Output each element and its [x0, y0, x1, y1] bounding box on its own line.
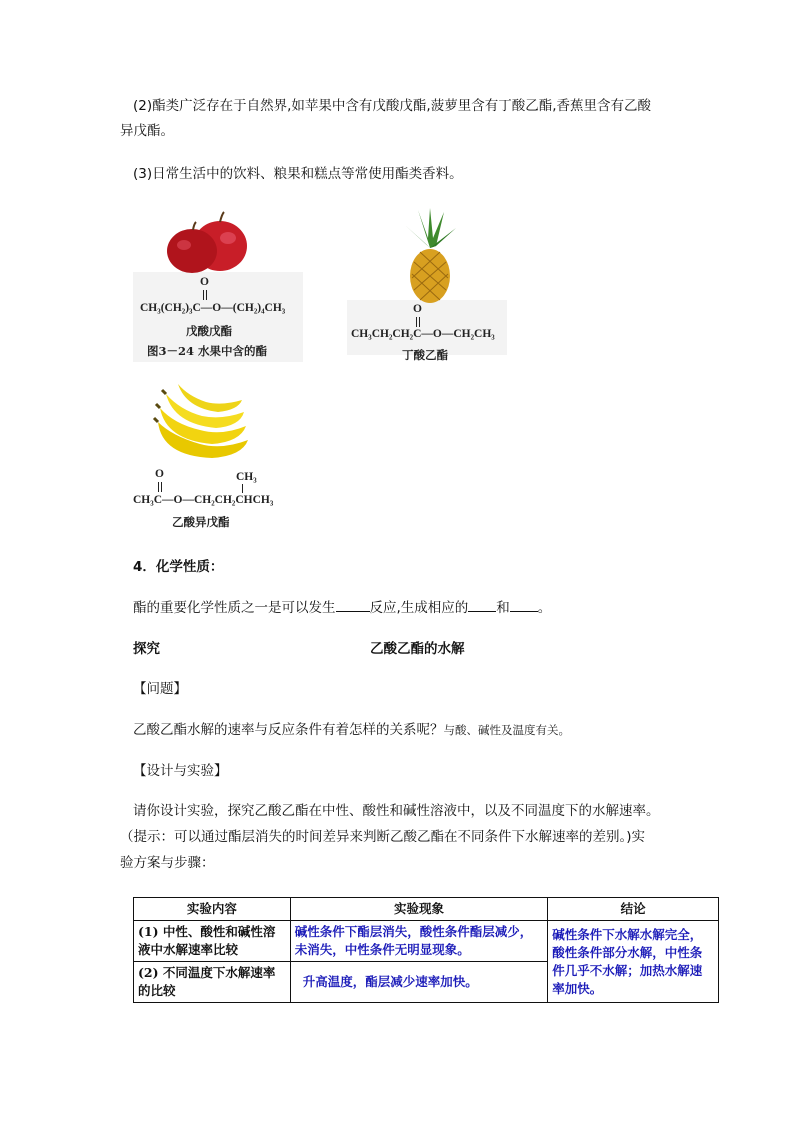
fill-text-part4: 。: [537, 600, 552, 616]
pineapple-formula: CH₃CH₂CH₂C—O—CH₂CH₃: [351, 328, 495, 340]
figure-caption: 图3－24 水果中含的酯: [147, 344, 268, 358]
banana-carbonyl-o: O: [155, 468, 164, 480]
pineapple-double-bond-2: [419, 317, 421, 327]
row2-content: (2) 不同温度下水解速率的比较: [134, 962, 291, 1003]
apple-double-bond: [203, 290, 205, 300]
fill-text-part2: 反应,生成相应的: [369, 600, 469, 616]
pineapple-carbonyl-o: O: [413, 303, 422, 315]
design-heading: 【设计与实验】: [133, 763, 228, 779]
question-heading: 【问题】: [133, 681, 187, 697]
question-answer: 与酸、碱性及温度有关。: [443, 723, 570, 737]
blank-product-2[interactable]: [510, 597, 538, 612]
apple-image: [162, 208, 252, 274]
apple-double-bond-2: [206, 290, 208, 300]
table-header-row: [134, 898, 719, 921]
blank-reaction[interactable]: [336, 597, 370, 612]
question-text: 乙酸乙酯水解的速率与反应条件有着怎样的关系呢？: [133, 722, 444, 738]
paragraph-2-line2: 异戊酯。: [120, 123, 174, 139]
banana-double-bond: [158, 482, 160, 492]
apple-carbonyl-o: O: [200, 276, 209, 288]
banana-branch-bond: [242, 484, 244, 493]
pineapple-image: [398, 208, 462, 304]
section-4-title: 4．化学性质：: [133, 559, 224, 575]
paragraph-3: (3)日常生活中的饮料、粮果和糕点等常使用酯类香料。: [133, 166, 463, 182]
design-line1: 请你设计实验，探究乙酸乙酯在中性、酸性和碱性溶液中，以及不同温度下的水解速率。: [133, 803, 660, 819]
pineapple-double-bond: [416, 317, 418, 327]
banana-image: [152, 378, 252, 462]
apple-formula: CH₃(CH₂)₃C—O—(CH₂)₄CH₃: [140, 302, 286, 314]
experiment-table: [133, 897, 719, 1003]
banana-ester-name: 乙酸异戊酯: [172, 515, 230, 529]
row1-content: (1) 中性、酸性和碱性溶液中水解速率比较: [134, 921, 291, 962]
pineapple-ester-name: 丁酸乙酯: [402, 348, 448, 362]
header-phenomenon: 实验现象: [290, 898, 548, 921]
fill-in-sentence: [133, 597, 551, 619]
apple-ester-name: 戊酸戊酯: [186, 324, 232, 338]
design-line3: 验方案与步骤：: [120, 855, 215, 871]
question: [133, 719, 570, 741]
blank-product-1[interactable]: [468, 597, 496, 612]
conclusion-cell: 碱性条件下水解水解完全，酸性条件部分水解，中性条件几乎不水解；加热水解速率加快。: [548, 921, 719, 1003]
row1-phenomenon: 碱性条件下酯层消失，酸性条件酯层减少，未消失，中性条件无明显现象。: [290, 921, 548, 962]
design-line2: （提示：可以通过酯层消失的时间差异来判断乙酸乙酯在不同条件下水解速率的差别。)实: [120, 829, 646, 845]
explore-label: 探究: [133, 641, 160, 657]
paragraph-2: [133, 95, 733, 117]
header-content: 实验内容: [134, 898, 291, 921]
table-row: [134, 921, 719, 962]
banana-formula: CH₃C—O—CH₂CH₂CHCH₃: [133, 494, 274, 506]
fill-text-part3: 和: [496, 600, 510, 616]
banana-double-bond-2: [161, 482, 163, 492]
paragraph-2-line1: (2)酯类广泛存在于自然界,如苹果中含有戊酸戊酯,菠萝里含有丁酸乙酯,香蕉里含有乙酸: [133, 98, 651, 114]
explore-title: 乙酸乙酯的水解: [370, 641, 465, 657]
banana-branch-ch3: CH₃: [236, 471, 257, 483]
fill-text-part1: 酯的重要化学性质之一是可以发生: [133, 600, 336, 616]
row2-phenomenon: 升高温度，酯层减少速率加快。: [290, 962, 548, 1003]
header-conclusion: 结论: [548, 898, 719, 921]
